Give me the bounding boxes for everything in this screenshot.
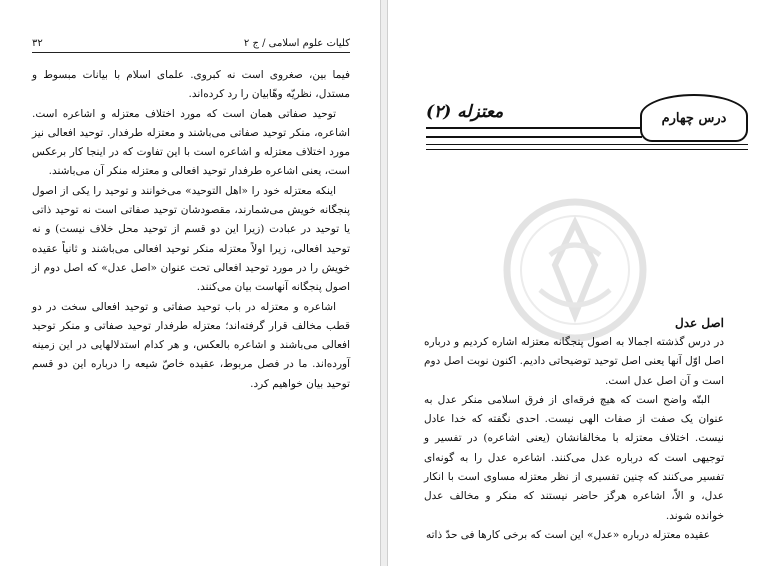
paragraph: در درس گذشته اجمالا به اصول پنجگانه معتزله اشاره کردیم و درباره اصل اوّل آنها یعنی اصل توحید توضیحاتی دادیم. اکنون نوبت اصل دوم است و آن اصل عدل است.	[424, 336, 724, 387]
divider	[426, 144, 748, 145]
divider	[426, 127, 642, 129]
lesson-label: درس چهارم	[640, 94, 748, 142]
running-header	[32, 38, 350, 53]
right-body-text	[424, 333, 724, 545]
left-page	[0, 0, 381, 566]
paragraph: توحید صفاتی همان است که مورد اختلاف معتزله و اشاعره است. اشاعره، منکر توحید صفاتی می‌باشند و معتزله طرفدار. توحید افعالی نیز مورد اختلاف معتزله و اشاعره است با این تفاوت که در اینجا کار برعکس است، یعنی اشاعره طرفدار توحید افعالی و معتزله منکر آن می‌باشند.	[32, 107, 350, 178]
lesson-subtitle: معتزله (۲)	[426, 102, 504, 122]
page-number: ۳۲	[32, 38, 43, 49]
divider	[426, 136, 642, 138]
header-title: کلیات علوم اسلامی / ج ۲	[243, 38, 350, 49]
section-heading: اصل عدل	[675, 316, 724, 330]
paragraph: عقیده معتزله درباره «عدل» این است که برخی کارها فی حدّ ذاته	[425, 528, 710, 541]
left-body-text	[32, 66, 350, 394]
paragraph: اینکه معتزله خود را «اهل التوحید» می‌خوانند و توحید را یکی از اصول پنجگانه خویش می‌شمارند، مقصودشان توحید صفاتی است نه توحید ذاتی یا توحید در عبادت (زیرا این دو قسم از توحید محل خلاف نیست) و نه توحید افعالی، زیرا اولاً معتزله منکر توحید افعالی می‌باشند و ثانیاً عقیده خویش را در مورد توحید افعالی تحت عنوان «اصل عدل» که اصل دوم از اصول پنجگانه آنهاست بیان می‌کنند.	[32, 184, 350, 294]
paragraph: البتّه واضح است که هیچ فرقه‌ای از فرق اسلامی منکر عدل به عنوان یک صفت از صفات الهی نیست. احدی نگفته که خدا عادل نیست. اختلاف معتزله با مخالفانشان (یعنی اشاعره) در تفسیر و توجیهی است که درباره عدل می‌کنند. اشاعره عدل را به گونه‌ای تفسیر می‌کنند که چنین تفسیری از نظر معتزله مساوی است با انکار عدل، و الاّ، اشاعره هرگز حاضر نیستند که منکر و مخالف عدل خوانده شوند.	[424, 393, 724, 522]
paragraph: اشاعره و معتزله در باب توحید صفاتی و توحید افعالی سخت در دو قطب مخالف قرار گرفته‌اند؛ معتزله طرفدار توحید صفاتی و منکر توحید افعالی می‌باشند و اشاعره بالعکس، و هر کدام استدلالهایی در این زمینه آورده‌اند. ما در فصل مربوط، عقیده خاصّ شیعه را درباره این دو قسم توحید بیان خواهیم کرد.	[32, 300, 350, 390]
divider	[426, 149, 748, 150]
paragraph: فیما بین، صغروی است نه کبروی. علمای اسلام با بیانات مبسوط و مستدل، نظریّه وهّابیان را رد کرده‌اند.	[32, 69, 350, 101]
right-page	[387, 0, 768, 566]
